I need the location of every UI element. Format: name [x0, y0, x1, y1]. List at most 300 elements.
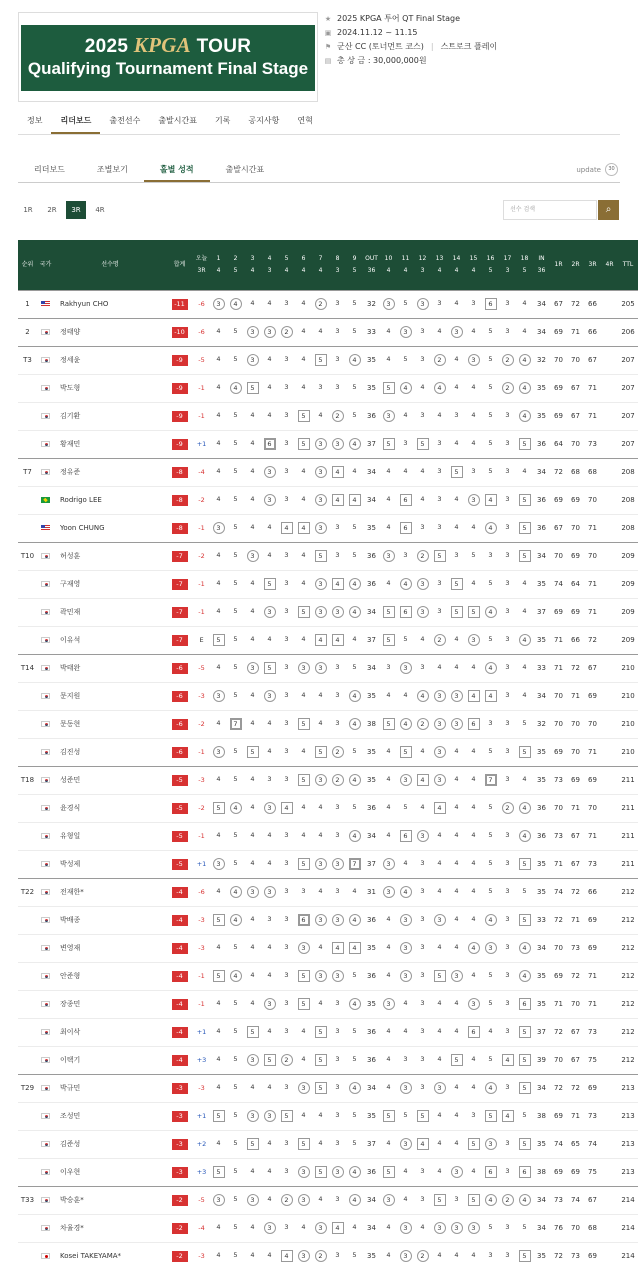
- table-row[interactable]: [18, 486, 638, 514]
- player-total-cell: [166, 822, 193, 850]
- table-row[interactable]: [18, 430, 638, 458]
- hole-score: 3: [335, 999, 340, 1007]
- player-nation: [37, 458, 54, 486]
- player-ttl: 212: [618, 1046, 638, 1074]
- table-row[interactable]: [18, 570, 638, 598]
- player-ttl: 213: [618, 1158, 638, 1186]
- player-name[interactable]: 정태양: [54, 318, 166, 346]
- hole-score: 4: [230, 382, 242, 394]
- hole-cell: [465, 878, 482, 906]
- player-r4: [601, 1214, 618, 1242]
- player-name[interactable]: 박도형: [54, 374, 166, 402]
- hole-score: 3: [400, 942, 412, 954]
- hole-score: 5: [315, 550, 327, 562]
- player-name[interactable]: 이우현: [54, 1158, 166, 1186]
- hole-cell: [516, 626, 533, 654]
- player-name[interactable]: 조성민: [54, 1102, 166, 1130]
- hole-cell: [329, 1074, 346, 1102]
- hole-score: 4: [471, 383, 476, 391]
- player-ttl: 208: [618, 486, 638, 514]
- hole-cell: [380, 514, 397, 542]
- round-4-button[interactable]: 4R: [90, 201, 110, 219]
- hole-cell: [397, 598, 414, 626]
- hole-cell: [397, 990, 414, 1018]
- player-ttl: 207: [618, 374, 638, 402]
- hole-cell: [312, 1186, 329, 1214]
- tab-tee-times[interactable]: 출발시간표: [158, 116, 197, 125]
- player-name[interactable]: 최이삭: [54, 1018, 166, 1046]
- table-row[interactable]: [18, 1186, 638, 1214]
- hole-cell: [210, 906, 227, 934]
- player-today-cell: [193, 1158, 210, 1186]
- round-1-button[interactable]: 1R: [18, 201, 38, 219]
- player-name[interactable]: 안준형: [54, 962, 166, 990]
- player-today: +3: [196, 1168, 207, 1176]
- hole-score: 5: [233, 999, 238, 1007]
- hole-cell: [397, 290, 414, 318]
- hole-par: 4: [216, 266, 221, 274]
- hole-score: 3: [315, 970, 327, 982]
- tab-records[interactable]: 기록: [214, 116, 231, 125]
- player-search-input[interactable]: 선수 검색: [503, 200, 597, 220]
- player-name[interactable]: 성준민: [54, 766, 166, 794]
- player-out: 34: [363, 598, 380, 626]
- player-out: 37: [363, 850, 380, 878]
- table-row[interactable]: [18, 290, 638, 318]
- hole-score: 3: [335, 663, 340, 671]
- subtab-tee-times[interactable]: 출발시간표: [225, 165, 265, 174]
- player-name[interactable]: Kosei TAKEYAMA*: [54, 1242, 166, 1270]
- player-r1: 73: [550, 1186, 567, 1214]
- hole-score: 2: [434, 634, 446, 646]
- player-nation: [37, 1102, 54, 1130]
- hole-cell: [329, 850, 346, 878]
- hole-score: 5: [233, 691, 238, 699]
- col-hole-1: [210, 240, 227, 290]
- hole-score: 5: [400, 746, 412, 758]
- hole-score: 5: [488, 971, 493, 979]
- hole-cell: [346, 1214, 363, 1242]
- hole-cell: [261, 570, 278, 598]
- hole-cell: [261, 542, 278, 570]
- player-name[interactable]: 박승훈*: [54, 1186, 166, 1214]
- player-out: 36: [363, 570, 380, 598]
- table-row[interactable]: [18, 934, 638, 962]
- hole-score: 2: [281, 326, 293, 338]
- tab-players[interactable]: 출전선수: [109, 116, 141, 125]
- hole-cell: [261, 626, 278, 654]
- hole-score: 4: [315, 634, 327, 646]
- table-row[interactable]: [18, 738, 638, 766]
- table-row[interactable]: [18, 906, 638, 934]
- player-name[interactable]: Yoon CHUNG: [54, 514, 166, 542]
- player-total-cell: [166, 626, 193, 654]
- player-total-cell: [166, 542, 193, 570]
- player-r4: [601, 346, 618, 374]
- table-row[interactable]: [18, 514, 638, 542]
- player-name[interactable]: 박성제: [54, 850, 166, 878]
- hole-score: 4: [349, 578, 361, 590]
- hole-score: 3: [264, 1110, 276, 1122]
- player-r1: 71: [550, 990, 567, 1018]
- hole-cell: [227, 934, 244, 962]
- hole-cell: [346, 402, 363, 430]
- player-total-cell: [166, 598, 193, 626]
- player-total: -6: [172, 747, 188, 758]
- player-today: +1: [196, 440, 207, 448]
- table-row[interactable]: [18, 1046, 638, 1074]
- update-label: update: [576, 165, 601, 174]
- player-name[interactable]: 곽민재: [54, 598, 166, 626]
- table-row[interactable]: [18, 1130, 638, 1158]
- player-name[interactable]: 정세윤: [54, 346, 166, 374]
- hole-cell: [465, 1214, 482, 1242]
- hole-cell: [499, 654, 516, 682]
- player-today-cell: [193, 458, 210, 486]
- player-r4: [601, 430, 618, 458]
- hole-score: 4: [301, 1111, 306, 1119]
- hole-cell: [210, 990, 227, 1018]
- hole-score: 5: [247, 1138, 259, 1150]
- player-today-cell: [193, 318, 210, 346]
- hole-score: 5: [488, 1055, 493, 1063]
- table-row[interactable]: [18, 598, 638, 626]
- hole-score: 6: [519, 1166, 531, 1178]
- player-today-cell: [193, 962, 210, 990]
- hole-score: 4: [318, 943, 323, 951]
- hole-score: 3: [437, 523, 442, 531]
- hole-cell: [244, 1046, 261, 1074]
- hole-cell: [414, 486, 431, 514]
- hole-score: 5: [468, 606, 480, 618]
- hole-score: 4: [301, 551, 306, 559]
- hole-cell: [210, 654, 227, 682]
- tab-info[interactable]: 정보: [27, 116, 43, 125]
- player-total: -4: [172, 1055, 188, 1066]
- hole-cell: [482, 1186, 499, 1214]
- hole-score: 3: [437, 579, 442, 587]
- col-out: [363, 240, 380, 290]
- player-name[interactable]: 문지원: [54, 682, 166, 710]
- hole-cell: [499, 1214, 516, 1242]
- hole-cell: [431, 822, 448, 850]
- player-in: 32: [533, 346, 550, 374]
- table-row[interactable]: [18, 990, 638, 1018]
- player-name[interactable]: 유형일: [54, 822, 166, 850]
- hole-cell: [465, 570, 482, 598]
- hole-score: 5: [451, 606, 463, 618]
- player-name[interactable]: 정유준: [54, 458, 166, 486]
- player-r3: 71: [584, 822, 601, 850]
- flag-kr-icon: [41, 777, 50, 783]
- hole-score: 2: [332, 746, 344, 758]
- table-row[interactable]: [18, 878, 638, 906]
- hole-score: 5: [264, 578, 276, 590]
- hole-cell: [465, 1074, 482, 1102]
- table-row[interactable]: [18, 1018, 638, 1046]
- table-row[interactable]: [18, 654, 638, 682]
- hole-score: 5: [383, 382, 395, 394]
- player-name[interactable]: 전재한*: [54, 878, 166, 906]
- hole-cell: [329, 738, 346, 766]
- player-in: 35: [533, 570, 550, 598]
- star-icon[interactable]: ★: [324, 15, 332, 23]
- col-hole-15: [465, 240, 482, 290]
- player-today: -1: [198, 524, 205, 532]
- player-rank: [18, 990, 37, 1018]
- player-name[interactable]: 변영재: [54, 934, 166, 962]
- hole-cell: [244, 1186, 261, 1214]
- tab-notices[interactable]: 공지사항: [248, 116, 280, 125]
- hole-cell: [227, 514, 244, 542]
- hole-cell: [261, 1018, 278, 1046]
- hole-score: 4: [485, 662, 497, 674]
- hole-cell: [346, 710, 363, 738]
- player-today-cell: [193, 1242, 210, 1270]
- player-out: 36: [363, 1158, 380, 1186]
- hole-score: 4: [267, 635, 272, 643]
- table-row[interactable]: [18, 1214, 638, 1242]
- player-out: 34: [363, 486, 380, 514]
- player-r1: 69: [550, 1102, 567, 1130]
- player-name[interactable]: Rodrigo LEE: [54, 486, 166, 514]
- hole-cell: [380, 1242, 397, 1270]
- hole-score: 3: [315, 606, 327, 618]
- table-row[interactable]: [18, 626, 638, 654]
- table-row[interactable]: [18, 682, 638, 710]
- hole-cell: [448, 598, 465, 626]
- hole-cell: [448, 738, 465, 766]
- player-rank: T3: [18, 346, 37, 374]
- hole-score: 4: [301, 635, 306, 643]
- search-icon[interactable]: ⌕: [598, 200, 619, 220]
- hole-cell: [312, 514, 329, 542]
- hole-score: 4: [386, 495, 391, 503]
- player-name[interactable]: 박배종: [54, 906, 166, 934]
- hole-score: 3: [400, 774, 412, 786]
- player-out: 36: [363, 906, 380, 934]
- hole-cell: [329, 1018, 346, 1046]
- tab-leaderboard[interactable]: 리더보드: [51, 107, 100, 134]
- hole-score: 4: [485, 522, 497, 534]
- player-r1: 70: [550, 682, 567, 710]
- player-rank: [18, 710, 37, 738]
- hole-score: 4: [332, 634, 344, 646]
- player-name[interactable]: 구재영: [54, 570, 166, 598]
- hole-cell: [482, 990, 499, 1018]
- hole-score: 3: [488, 719, 493, 727]
- hole-score: 3: [420, 1027, 425, 1035]
- player-rank: [18, 626, 37, 654]
- player-name[interactable]: 김기환: [54, 402, 166, 430]
- hole-score: 4: [318, 1195, 323, 1203]
- player-today-cell: [193, 766, 210, 794]
- hole-cell: [397, 1242, 414, 1270]
- hole-score: 4: [250, 775, 255, 783]
- hole-score: 5: [298, 438, 310, 450]
- player-total: -11: [172, 299, 188, 310]
- player-r2: 71: [567, 682, 584, 710]
- hole-score: 4: [403, 1167, 408, 1175]
- table-row[interactable]: [18, 822, 638, 850]
- hole-score: 4: [454, 355, 459, 363]
- hole-cell: [346, 430, 363, 458]
- hole-cell: [482, 458, 499, 486]
- hole-score: 4: [519, 830, 531, 842]
- hole-cell: [482, 1046, 499, 1074]
- table-row[interactable]: [18, 374, 638, 402]
- hole-score: 4: [250, 523, 255, 531]
- hole-score: 4: [301, 327, 306, 335]
- update-button[interactable]: [576, 163, 618, 176]
- hole-cell: [499, 962, 516, 990]
- hole-cell: [397, 458, 414, 486]
- flag-kr-icon: [41, 945, 50, 951]
- hole-cell: [516, 1130, 533, 1158]
- hole-score: 4: [420, 1223, 425, 1231]
- player-total-cell: [166, 290, 193, 318]
- player-name[interactable]: 박규민: [54, 1074, 166, 1102]
- hole-cell: [261, 486, 278, 514]
- player-name[interactable]: 박태완: [54, 654, 166, 682]
- hole-score: 4: [216, 1223, 221, 1231]
- player-name[interactable]: 윤경식: [54, 794, 166, 822]
- player-r2: 72: [567, 878, 584, 906]
- player-name[interactable]: 김준성: [54, 1130, 166, 1158]
- hole-score: 5: [488, 1223, 493, 1231]
- hole-score: 3: [383, 298, 395, 310]
- hole-score: 3: [335, 299, 340, 307]
- hole-score: 5: [233, 523, 238, 531]
- hole-cell: [448, 962, 465, 990]
- player-name[interactable]: 허성훈: [54, 542, 166, 570]
- tab-history[interactable]: 연혁: [297, 116, 313, 125]
- hole-cell: [210, 710, 227, 738]
- hole-cell: [210, 1130, 227, 1158]
- table-row[interactable]: [18, 962, 638, 990]
- hole-score: 4: [332, 1222, 344, 1234]
- hole-cell: [346, 906, 363, 934]
- hole-cell: [346, 1158, 363, 1186]
- player-rank: [18, 486, 37, 514]
- hole-score: 5: [468, 1194, 480, 1206]
- player-name[interactable]: Rakhyun CHO: [54, 290, 166, 318]
- hole-cell: [261, 1242, 278, 1270]
- hole-cell: [346, 514, 363, 542]
- hole-score: 4: [352, 1223, 357, 1231]
- player-r1: 70: [550, 1046, 567, 1074]
- hole-cell: [499, 1074, 516, 1102]
- player-ttl: 214: [618, 1242, 638, 1270]
- table-row[interactable]: [18, 1158, 638, 1186]
- hole-cell: [278, 290, 295, 318]
- hole-score: 3: [284, 691, 289, 699]
- hole-cell: [516, 514, 533, 542]
- hole-cell: [261, 962, 278, 990]
- hole-score: 5: [352, 523, 357, 531]
- table-row[interactable]: [18, 402, 638, 430]
- hole-score: 3: [335, 1251, 340, 1260]
- player-name[interactable]: 문동현: [54, 710, 166, 738]
- table-row[interactable]: [18, 542, 638, 570]
- hole-score: 3: [420, 943, 425, 951]
- player-today-cell: [193, 514, 210, 542]
- player-name[interactable]: 이택기: [54, 1046, 166, 1074]
- hole-number: 13: [435, 254, 444, 262]
- hole-cell: [431, 738, 448, 766]
- subtab-groups[interactable]: 조별보기: [96, 165, 128, 174]
- hole-score: 4: [301, 1027, 306, 1035]
- hole-score: 4: [250, 943, 255, 951]
- hole-cell: [380, 822, 397, 850]
- player-r1: 74: [550, 878, 567, 906]
- table-row[interactable]: [18, 346, 638, 374]
- hole-score: 4: [267, 859, 272, 867]
- subtab-hole-scores[interactable]: 홀별 성적: [144, 156, 210, 182]
- player-name[interactable]: 차율경*: [54, 1214, 166, 1242]
- player-name[interactable]: 이유석: [54, 626, 166, 654]
- hole-cell: [210, 374, 227, 402]
- hole-cell: [210, 458, 227, 486]
- hole-score: 3: [420, 523, 425, 531]
- table-row[interactable]: [18, 1102, 638, 1130]
- hole-score: 3: [284, 1083, 289, 1091]
- hole-score: 4: [267, 747, 272, 755]
- table-row[interactable]: [18, 1074, 638, 1102]
- hole-score: 4: [454, 887, 459, 895]
- hole-cell: [431, 290, 448, 318]
- table-row[interactable]: [18, 766, 638, 794]
- subtab-leaderboard[interactable]: 리더보드: [34, 165, 65, 174]
- hole-score: 4: [522, 327, 527, 335]
- player-ttl: 208: [618, 514, 638, 542]
- hole-score: 3: [335, 355, 340, 363]
- player-name[interactable]: 김진성: [54, 738, 166, 766]
- round-2-button[interactable]: 2R: [42, 201, 62, 219]
- table-row[interactable]: [18, 1242, 638, 1270]
- player-in: 34: [533, 934, 550, 962]
- player-r2: 67: [567, 850, 584, 878]
- hole-cell: [499, 374, 516, 402]
- hole-cell: [465, 1130, 482, 1158]
- hole-cell: [312, 1158, 329, 1186]
- player-nation: [37, 962, 54, 990]
- hole-score: 4: [437, 943, 442, 951]
- hole-score: 4: [216, 1139, 221, 1147]
- table-row[interactable]: [18, 710, 638, 738]
- table-row[interactable]: [18, 794, 638, 822]
- player-name[interactable]: 장종민: [54, 990, 166, 1018]
- player-r2: 70: [567, 346, 584, 374]
- player-r3: 74: [584, 1130, 601, 1158]
- table-row[interactable]: [18, 850, 638, 878]
- hole-score: 4: [298, 522, 310, 534]
- hole-cell: [346, 1018, 363, 1046]
- player-ttl: 213: [618, 1130, 638, 1158]
- hole-score: 3: [505, 1139, 510, 1147]
- player-total-cell: [166, 374, 193, 402]
- hole-score: 4: [230, 802, 242, 814]
- round-3-button[interactable]: 3R: [66, 201, 86, 219]
- player-in: 38: [533, 1102, 550, 1130]
- hole-score: 5: [519, 1054, 531, 1066]
- table-row[interactable]: [18, 458, 638, 486]
- hole-cell: [448, 1018, 465, 1046]
- table-row[interactable]: [18, 318, 638, 346]
- hole-par: 4: [284, 266, 289, 274]
- player-rank: 1: [18, 290, 37, 318]
- player-name[interactable]: 황재민: [54, 430, 166, 458]
